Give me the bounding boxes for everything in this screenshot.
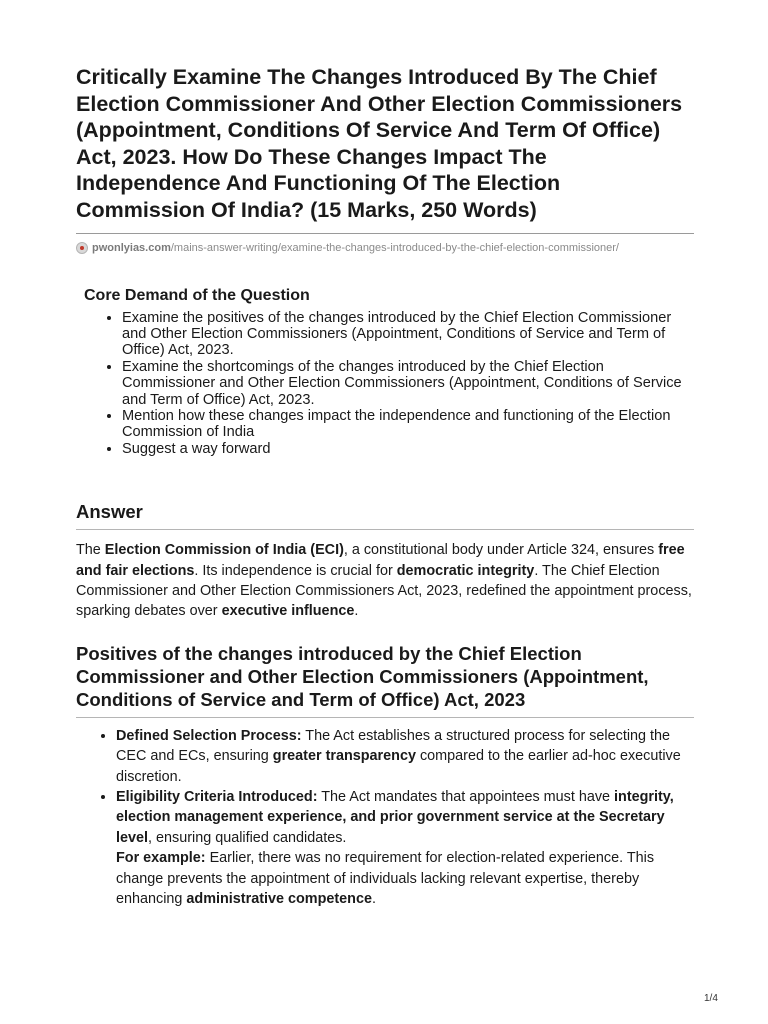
bold-text: Election Commission of India (ECI) — [104, 542, 344, 559]
core-demand-heading: Core Demand of the Question — [84, 286, 310, 304]
example-label: For example: — [116, 850, 206, 867]
positives-list — [76, 726, 694, 910]
bold-text: free and fair elections — [76, 542, 685, 579]
source-domain-link[interactable]: pwonlyias.com — [92, 241, 171, 254]
text-run: . Its independence is crucial for — [194, 562, 397, 579]
bold-text: integrity, election management experience, and prior government service at the Secretary level — [116, 789, 674, 846]
document-page — [76, 64, 694, 910]
text-run: . — [371, 891, 376, 908]
answer-intro-paragraph — [76, 540, 694, 622]
core-demand-section — [76, 286, 694, 458]
text-run: , a constitutional body under Article 324, ensures — [343, 542, 659, 559]
point-label: Eligibility Criteria Introduced: — [116, 789, 318, 806]
text-run: The Act mandates that appointees must have — [317, 789, 615, 806]
answer-heading-block — [76, 501, 694, 530]
bold-text: administrative competence — [186, 891, 372, 908]
text-run: The Act establishes a structured process for selecting the CEC and ECs, ensuring — [116, 727, 671, 765]
list-item — [116, 726, 694, 787]
list-item: • Examine the shortcomings of the changes introduced by the Chief Election Commissioner and Other Election Commissioners (Appointment, Conditions of Service and Term of Office) Act, 2023. — [122, 359, 694, 408]
list-item — [116, 787, 694, 909]
site-logo-icon — [76, 242, 88, 254]
source-url-bar — [76, 233, 694, 256]
page-title: Critically Examine The Changes Introduced By The Chief Election Commissioner And Other Election Commissioners (Appointment, Conditions Of Service And Term Of Office) Act, 2023. How Do These Changes Impact The Independence And Functioning Of The Election Commission Of India? (15 Marks, 250 Words) — [76, 65, 683, 222]
text-run: . — [354, 603, 359, 620]
source-path-link[interactable]: /mains-answer-writing/examine-the-changes-introduced-by-the-chief-election-commissioner/ — [170, 241, 619, 254]
text-run: Earlier, there was no requirement for election-related experience. This change prevents the appointment of individuals lacking relevant expertise, thereby enhancing — [116, 850, 655, 908]
core-demand-list — [84, 310, 694, 458]
list-item: • Suggest a way forward — [122, 441, 694, 457]
list-item: • Mention how these changes impact the independence and functioning of the Election Commission of India — [122, 408, 694, 441]
bold-text: democratic integrity — [396, 562, 535, 579]
positives-heading: Positives of the changes introduced by the Chief Election Commissioner and Other Election Commissioners (Appointment, Conditions of Service and Term of Office) Act, 2023 — [76, 642, 649, 710]
text-run: , ensuring qualified candidates. — [148, 829, 347, 846]
text-run: . The Chief Election Commissioner and Other Election Commissioners Act, 2023, redefined the appointment process, sparking debates over — [76, 562, 692, 620]
bold-text: executive influence — [221, 603, 355, 620]
list-item: • Examine the positives of the changes introduced by the Chief Election Commissioner and Other Election Commissioners (Appointment, Conditions of Service and Term of Office) Act, 2023. — [122, 310, 694, 359]
bold-text: greater transparency — [272, 748, 416, 765]
page-number: 1/4 — [704, 993, 718, 1004]
positives-heading-block — [76, 642, 694, 718]
text-run: The — [76, 542, 105, 559]
answer-heading: Answer — [76, 501, 143, 523]
point-label: Defined Selection Process: — [116, 727, 302, 744]
text-run: compared to the earlier ad-hoc executive discretion. — [116, 748, 681, 785]
